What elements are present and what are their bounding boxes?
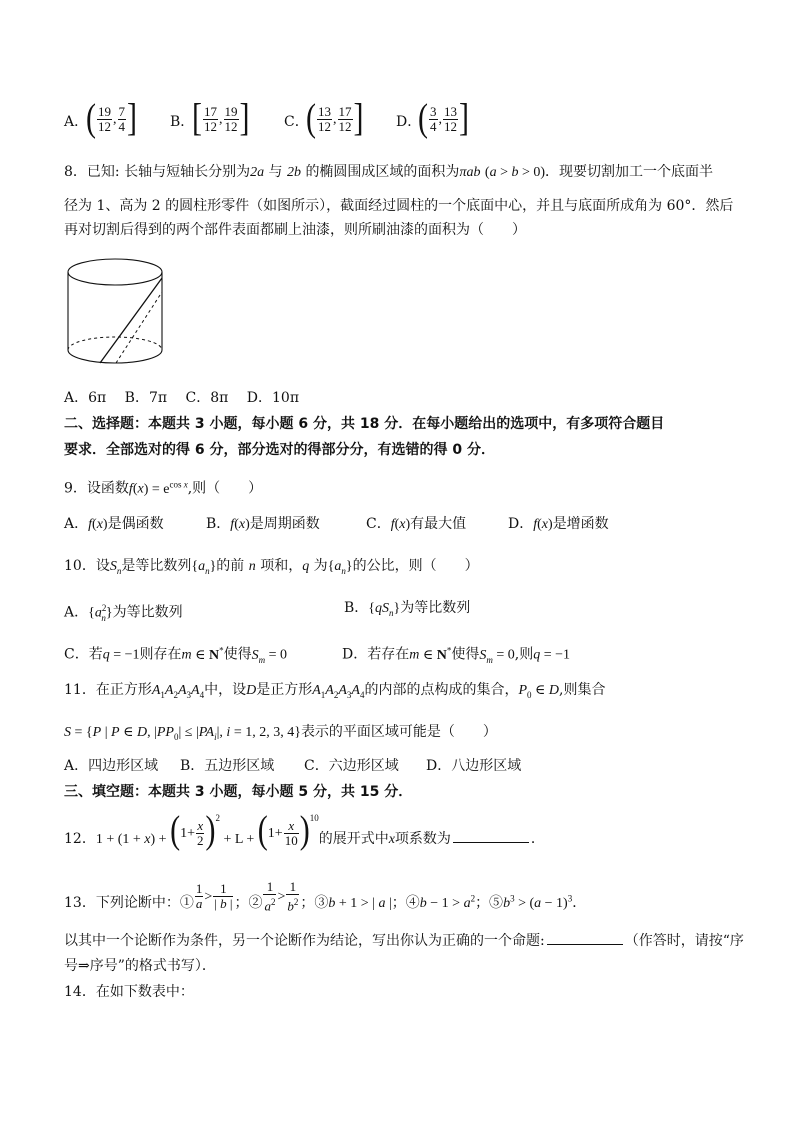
q7-option-c-interval: ( $\frac{13}{12}$ , $\frac{17}{12}$ ]	[306, 96, 364, 140]
q7-option-b-interval: [ $\frac{17}{12}$ , $\frac{19}{12}$ ]	[192, 96, 250, 140]
q9-option-c: C．f(x)有最大值	[366, 516, 467, 532]
q8-line-3: 再对切割后得到的两个部件表面都刷上油漆，则所刷油漆的面积为（ ）	[64, 222, 526, 238]
q10-option-a: A．$\{a^2_n\}$为等比数列	[64, 603, 183, 623]
q13-answer-blank	[547, 930, 623, 945]
q7-options	[64, 96, 734, 140]
q11-option-b: B．五边形区域	[180, 758, 275, 774]
q10-option-d: D．若存在m ∈ N*使得$S_m = 0$,则q = −1	[342, 645, 571, 665]
q9-option-b: B．f(x)是周期函数	[206, 516, 320, 532]
q14-stem: 14．在如下数表中：	[64, 984, 194, 1000]
section-2-line-2: 要求．全部选对的得 6 分，部分选对的得部分分，有选错的得 0 分．	[64, 442, 495, 458]
cylinder-figure	[64, 254, 174, 384]
cut-back-edge	[116, 292, 162, 363]
cut-front-edge	[100, 278, 162, 363]
q10-stem: 10．设$S_n$是等比数列$\{a_n\}$的前 n 项和，q 为$\{a_n\}$的公比，则（ ）	[64, 558, 479, 576]
q13-line-1: 13．下列论断中：① $\frac{1}{a}$ > $\frac{1}{| b |}$ ；② $\frac{1}{a^2}$ > $\frac{1}{b^2}$ ；③b + 1 > | a |；④b − $1 > a^2$；$⑤b^3 > (a - 1)^3$．	[64, 879, 587, 914]
q10-option-c: C．若q = −1则存在m ∈ N*使得$S_m = 0$	[64, 645, 288, 665]
q8-options: A．6π B．7π C．8π D．10π	[64, 390, 300, 406]
q13-line-3: 号⇒序号”的格式书写）．	[64, 958, 216, 974]
q11-line-2: S = {P | P ∈ D, $|PP_0| \le |PA_i|$, i = 1, 2, 3, 4}表示的平面区域可能是（ ）	[64, 724, 497, 742]
q11-option-a: A．四边形区域	[64, 758, 159, 774]
q9-stem: 9．设函数$f(x) = e^{cos x}$,则（ ）	[64, 479, 263, 497]
q8-line-2: 径为 1、高为 2 的圆柱形零件（如图所示），截面经过圆柱的一个底面中心，并且与底面所成角为 60°．然后	[64, 198, 734, 214]
section-2-line-1: 二、选择题：本题共 3 小题，每小题 6 分，共 18 分．在每小题给出的选项中，有多项符合题目	[64, 416, 665, 432]
section-3-title: 三、填空题：本题共 3 小题，每小题 5 分，共 15 分．	[64, 784, 413, 800]
q7-option-b-label: B．	[170, 114, 195, 130]
q11-option-d: D．八边形区域	[426, 758, 522, 774]
q7-option-a-label: A．	[64, 114, 89, 130]
q11-line-1: 11．在正方形$A_1A_2A_3A_4$中，设D是正方形$A_1A_2A_3A_4$的内部的点构成的集合，$P_0$ ∈ D,则集合	[64, 682, 606, 700]
q8-line-1: 8．已知: 长轴与短轴长分别为2a 与 2b 的椭圆围成区域的面积为πab (a > b > 0)．现要切割加工一个底面半	[64, 164, 714, 180]
q12-answer-blank	[453, 828, 529, 843]
cylinder-top-ellipse	[68, 259, 162, 285]
cylinder-bottom-front	[68, 350, 162, 363]
q11-option-c: C．六边形区域	[304, 758, 399, 774]
q7-option-d-label: D．	[396, 114, 422, 130]
q9-option-d: D．f(x)是增函数	[508, 516, 609, 532]
q7-option-c-label: C．	[284, 114, 309, 130]
q7-option-d-interval: ( $\frac{3}{4}$ , $\frac{13}{12}$ ]	[418, 96, 469, 140]
q7-option-a-interval: ( $\frac{19}{12}$ , $\frac{7}{4}$ ]	[86, 96, 137, 140]
q10-option-b: B．$\{qS_n\}$为等比数列	[344, 600, 471, 618]
q12-stem: 12．1 + (1 + x) + (1+ $\frac{x}{2}$ )$^2$ + L + (1+ $\frac{x}{10}$ )$^{10}$的展开式中x项系数为 ．	[64, 808, 545, 852]
q13-line-2: 以其中一个论断作为条件，另一个论断作为结论，写出你认为正确的一个命题: （作答时，请按“序	[64, 930, 734, 951]
q9-option-a: A．f(x)是偶函数	[64, 516, 164, 532]
